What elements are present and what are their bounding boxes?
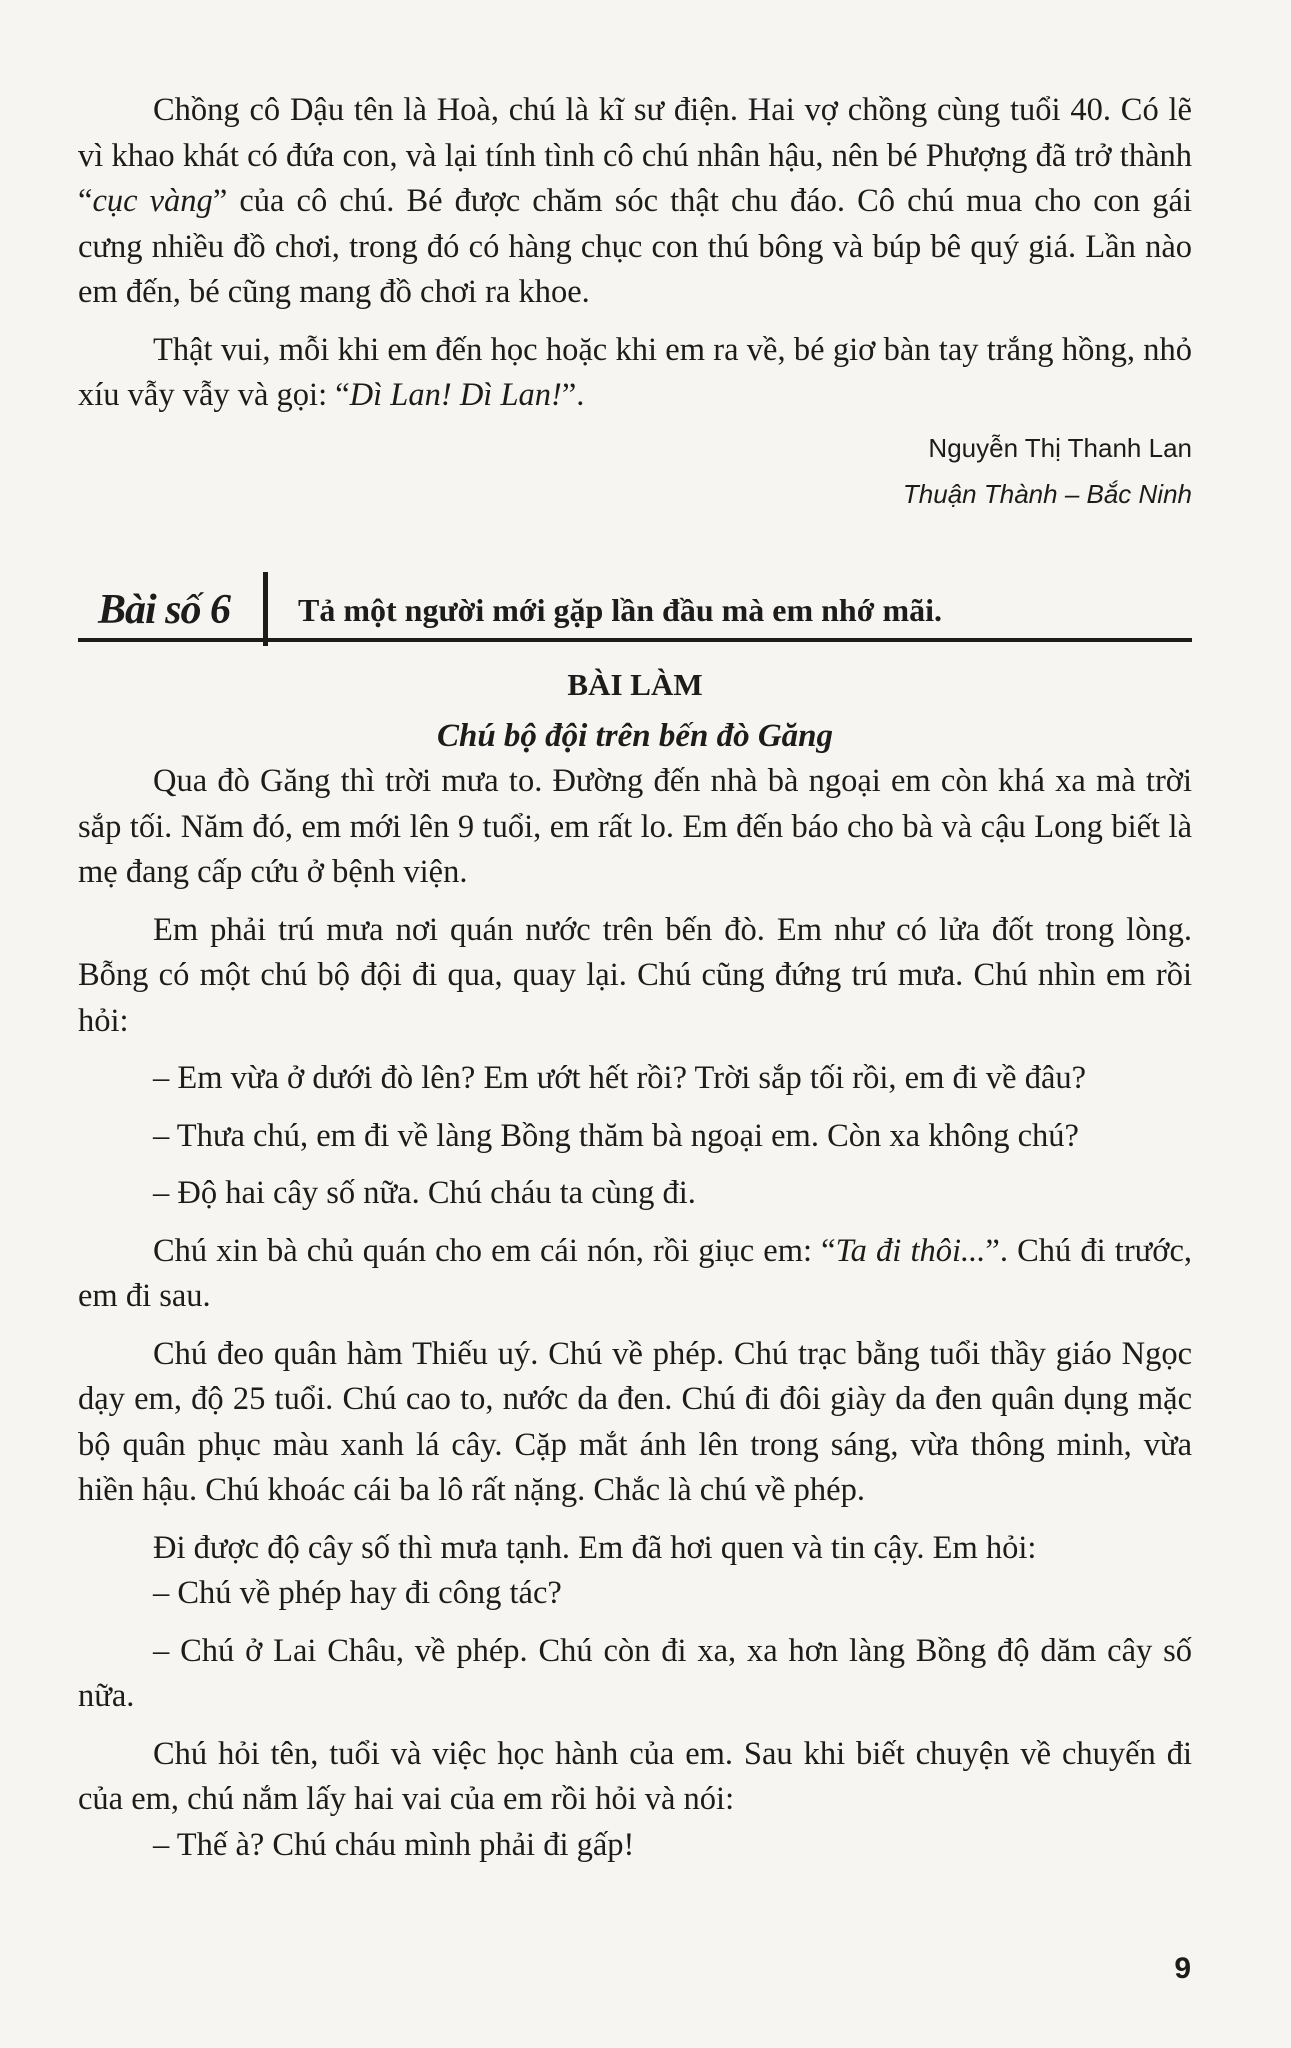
paragraph: Chú hỏi tên, tuổi và việc học hành của em. Sau khi biết chuyện về chuyến đi của em, chú nắm lấy hai vai của em rồi hỏi và nói: xyxy=(78,1735,1192,1817)
previous-essay-ending xyxy=(78,88,1192,517)
essay-heading: BÀI LÀM xyxy=(567,667,703,702)
paragraph: Chú đeo quân hàm Thiếu uý. Chú về phép. Chú trạc bằng tuổi thầy giáo Ngọc dạy em, độ 25 tuổi. Chú cao to, nước da đen. Chú đi đôi giày da đen quân dụng mặc bộ quân phục màu xanh lá cây. Cặp mắt ánh lên trong sáng, vừa thông minh, vừa hiền hậu. Chú khoác cái ba lô rất nặng. Chắc là chú về phép. xyxy=(78,1335,1192,1508)
exercise-label: Bài số 6 xyxy=(98,587,231,633)
dialogue-line: – Thế à? Chú cháu mình phải đi gấp! xyxy=(153,1826,635,1863)
dialogue-line: – Độ hai cây số nữa. Chú cháu ta cùng đi. xyxy=(153,1175,696,1211)
header-rule xyxy=(78,638,1192,642)
paragraph: Qua đò Găng thì trời mưa to. Đường đến nhà bà ngoại em còn khá xa mà trời sắp tối. Năm đó, em mới lên 9 tuổi, em rất lo. Em đến báo cho bà và cậu Long biết là mẹ đang cấp cứu ở bệnh viện. xyxy=(78,763,1192,890)
paragraph: Đi được độ cây số thì mưa tạnh. Em đã hơi quen và tin cậy. Em hỏi: xyxy=(153,1529,1037,1566)
dialogue-line: – Thưa chú, em đi về làng Bồng thăm bà ngoại em. Còn xa không chú? xyxy=(153,1117,1079,1154)
exercise-prompt: Tả một người mới gặp lần đầu mà em nhớ mãi. xyxy=(298,592,942,628)
author-location: Thuận Thành – Bắc Ninh xyxy=(902,478,1192,509)
divider xyxy=(263,572,268,646)
paragraph: Thật vui, mỗi khi em đến học hoặc khi em ra về, bé giơ bàn tay trắng hồng, nhỏ xíu vẫy vẫy và gọi: “Dì Lan! Dì Lan!”. xyxy=(78,331,1192,413)
dialogue-line: – Chú ở Lai Châu, về phép. Chú còn đi xa, xa hơn làng Bồng độ dăm cây số nữa. xyxy=(78,1632,1192,1714)
essay xyxy=(78,662,1192,1868)
exercise-header xyxy=(78,572,1192,646)
paragraph: Em phải trú mưa nơi quán nước trên bến đò. Em như có lửa đốt trong lòng. Bỗng có một chú bộ đội đi qua, quay lại. Chú cũng đứng trú mưa. Chú nhìn em rồi hỏi: xyxy=(78,911,1192,1039)
page-number: 9 xyxy=(1174,1952,1191,1985)
paragraph: Chồng cô Dậu tên là Hoà, chú là kĩ sư điện. Hai vợ chồng cùng tuổi 40. Có lẽ vì khao khát có đứa con, và lại tính tình cô chú nhân hậu, nên bé Phượng đã trở thành “cục vàng” của cô chú. Bé được chăm sóc thật chu đáo. Cô chú mua cho con gái cưng nhiều đồ chơi, trong đó có hàng chục con thú bông và búp bê quý giá. Lần nào em đến, bé cũng mang đồ chơi ra khoe. xyxy=(78,92,1192,310)
paragraph: Chú xin bà chủ quán cho em cái nón, rồi giục em: “Ta đi thôi...”. Chú đi trước, em đi sau. xyxy=(78,1232,1192,1314)
dialogue-line: – Em vừa ở dưới đò lên? Em ướt hết rồi? Trời sắp tối rồi, em đi về đâu? xyxy=(153,1060,1087,1096)
author-name: Nguyễn Thị Thanh Lan xyxy=(928,432,1192,463)
dialogue-line: – Chú về phép hay đi công tác? xyxy=(153,1575,562,1611)
essay-title: Chú bộ đội trên bến đò Găng xyxy=(436,717,834,754)
